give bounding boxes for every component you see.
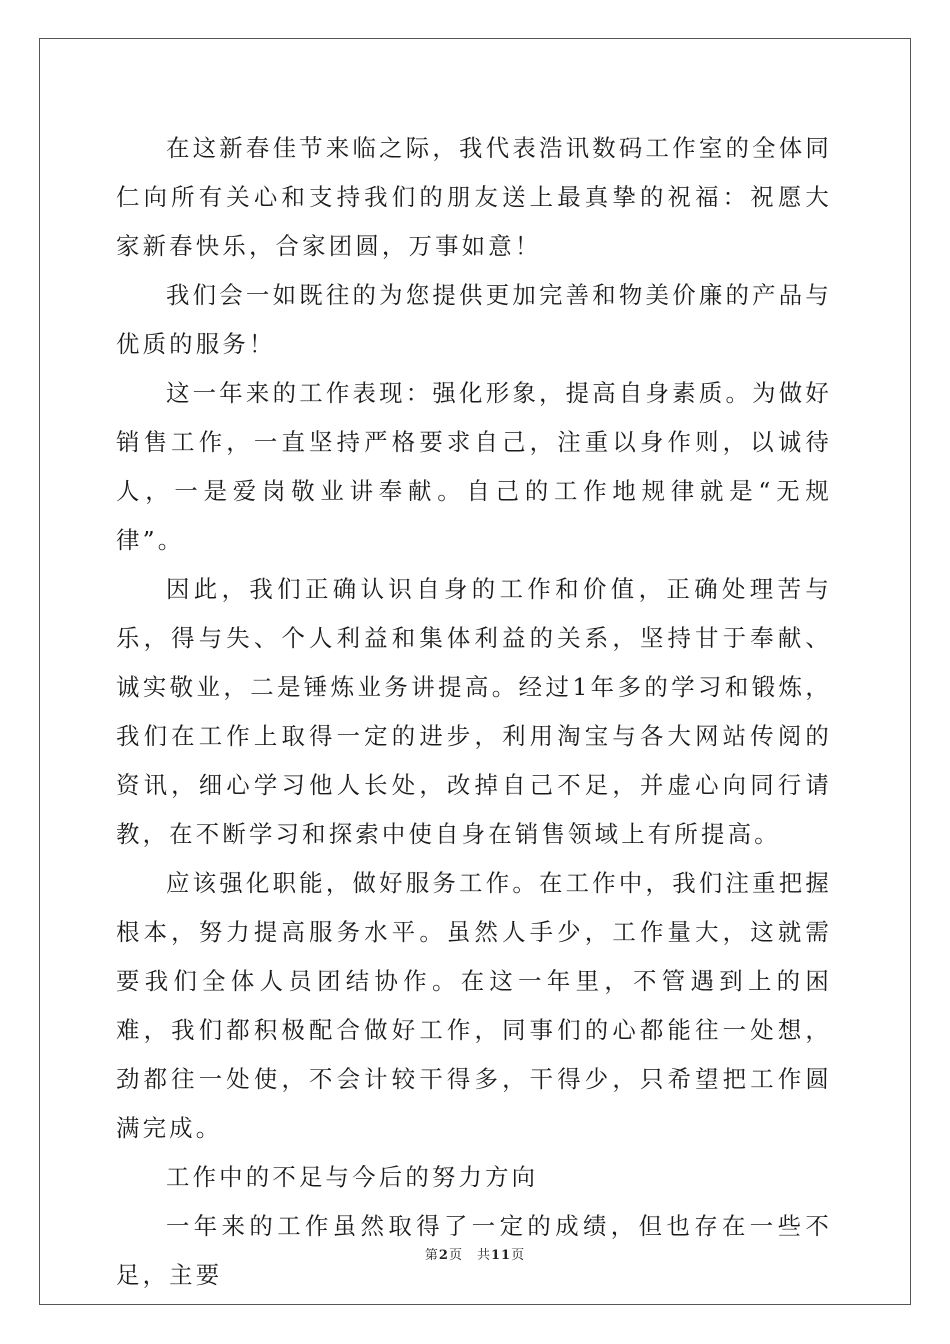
total-suffix: 页 [511,1248,526,1263]
paragraph-shortcomings: 一年来的工作虽然取得了一定的成绩，但也存在一些不足，主要 [116,1212,832,1289]
page-footer [0,1247,950,1265]
paragraph-work-performance: 这一年来的工作表现：强化形象，提高自身素质。为做好销售工作，一直坚持严格要求自己，注重以身作则，以诚待人，一是爱岗敬业讲奉献。自己的工作地规律就是“无规律”。 [116,379,832,554]
page-current-number: 2 [438,1248,449,1263]
paragraph-service-work: 应该强化职能，做好服务工作。在工作中，我们注重把握根本，努力提高服务水平。虽然人手少，工作量大，这就需要我们全体人员团结协作。在这一年里，不管遇到上的困难，我们都积极配合做好工作，同事们的心都能往一处想，劲都往一处使，不会计较干得多，干得少，只希望把工作圆满完成。 [116,869,832,1142]
paragraph-self-improvement: 因此，我们正确认识自身的工作和价值，正确处理苦与乐，得与失、个人利益和集体利益的关系，坚持甘于奉献、诚实敬业，二是锤炼业务讲提高。经过1年多的学习和锻炼，我们在工作上取得一定的进步，利用淘宝与各大网站传阅的资讯，细心学习他人长处，改掉自己不足，并虚心向同行请教，在不断学习和探索中使自身在销售领域上有所提高。 [116,575,832,848]
page-total-number: 11 [490,1248,512,1263]
page-prefix: 第 [424,1248,439,1263]
paragraph-service-promise: 我们会一如既往的为您提供更加完善和物美价廉的产品与优质的服务！ [116,281,832,358]
document-body [116,124,832,1300]
section-heading-shortcomings: 工作中的不足与今后的努力方向 [166,1163,539,1191]
page-suffix: 页 [448,1248,463,1263]
paragraph-greeting: 在这新春佳节来临之际，我代表浩讯数码工作室的全体同仁向所有关心和支持我们的朋友送上最真挚的祝福：祝愿大家新春快乐，合家团圆，万事如意！ [116,134,832,260]
total-prefix: 共 [476,1248,491,1263]
